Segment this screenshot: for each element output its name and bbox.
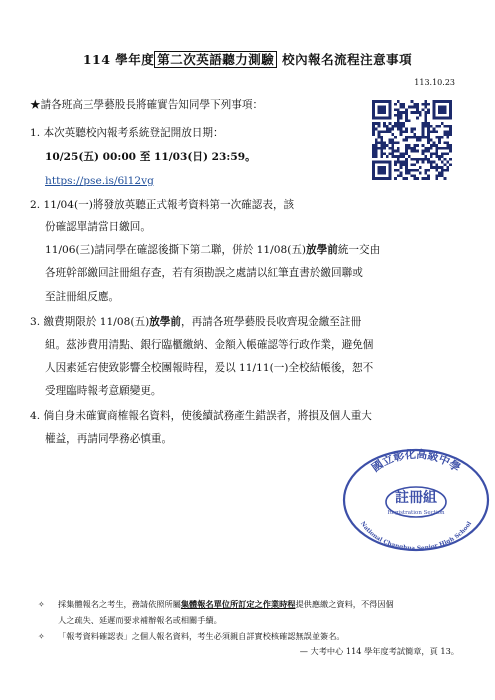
footer-note2: 「報考資料確認表」之個人報名資料，考生必須親自詳實校核確認無誤並簽名。 xyxy=(58,631,345,641)
item3-line1-a: 3. 繳費期限於 11/08(五) xyxy=(30,316,150,328)
item1-dates: 10/25(五) 00:00 至 11/03(日) 23:59。 xyxy=(45,151,256,163)
title-suffix: 校內報名流程注意事項 xyxy=(277,52,413,67)
svg-text:National Changhua Senior High xyxy=(359,520,474,552)
footer-note1-a: 採集體報名之考生，務請依照所屬 xyxy=(58,599,181,609)
item2-line3-a: 11/06(三)請同學在確認後撕下第二聯，併於 11/08(五) xyxy=(45,244,307,256)
item2-after-school-emph: 放學前 xyxy=(306,244,338,256)
registration-section-seal xyxy=(340,444,492,552)
footer-bullet-2: ✧ xyxy=(38,631,45,641)
item2-line1: 2. 11/04(一)將發放英聽正式報考資料第一次確認表，該 xyxy=(30,199,295,211)
item4-line1: 4. 倘自身未確實商榷報名資料，使後續試務產生錯誤者，將損及個人重大 xyxy=(30,410,372,422)
item3-line3: 人因素延宕使致影響全校團報時程，爰以 11/11(一)全校結帳後，恕不 xyxy=(45,362,374,374)
item3-line4: 受理臨時報考意願變更。 xyxy=(45,385,162,397)
intro-text: ★請各班高三學藝股長將確實告知同學下列事項： xyxy=(30,99,264,111)
qr-code[interactable] xyxy=(372,100,452,180)
title-boxed-exam-name: 第二次英語聽力測驗 xyxy=(154,51,277,68)
seal-center-text: 註冊組 xyxy=(395,490,437,506)
qr-finder-pattern xyxy=(378,106,386,114)
page-title xyxy=(0,50,495,68)
footer-source: — 大考中心 114 學年度考試簡章，頁 13。 xyxy=(299,646,459,656)
item2-line3-c: 統一交由 xyxy=(337,244,381,256)
footer-note1-line1 xyxy=(58,599,394,610)
item2-line4: 各班幹部繳回註冊組存查，若有須勘誤之處請以紅筆直書於繳回聯或 xyxy=(45,267,363,279)
item2-line3 xyxy=(45,243,380,257)
qr-finder-pattern xyxy=(378,166,386,174)
item4-line2: 權益，再請同學務必慎重。 xyxy=(45,433,173,445)
seal-school-name: 國立彰化高級中學 xyxy=(369,447,463,475)
qr-finder-pattern xyxy=(438,106,446,114)
title-prefix: 114 學年度 xyxy=(82,52,155,67)
footer-bullet-1: ✧ xyxy=(38,599,45,609)
document-date: 113.10.23 xyxy=(414,78,455,87)
footer-note1-line2: 人之疏失、延遲而要求補辦報名或相關手續。 xyxy=(58,615,222,625)
item3-line2: 組。茲涉費用清點、銀行臨櫃繳納、金額入帳確認等行政作業，避免個 xyxy=(45,339,374,351)
registration-link[interactable]: https://pse.is/6l12vg xyxy=(45,175,154,187)
seal-english-section: Registration Section xyxy=(387,510,445,516)
seal-english-school: National Changhua Senior High School xyxy=(358,520,474,552)
item3-line1 xyxy=(30,315,361,329)
footer-note1-emph: 集體報名單位所訂定之作業時程 xyxy=(180,599,296,609)
item2-line2: 份確認單請當日繳回。 xyxy=(45,221,151,233)
item2-line5: 至註冊組反應。 xyxy=(45,291,120,303)
item3-after-school-emph: 放學前 xyxy=(149,316,181,328)
item1-line1: 1. 本次英聽校內報考系統登記開放日期： xyxy=(30,127,224,139)
footer-note1-c: 提供應繳之資料，不得因個 xyxy=(295,599,394,609)
item3-line1-c: ，再請各班學藝股長收齊現金繳至註冊 xyxy=(180,316,362,328)
